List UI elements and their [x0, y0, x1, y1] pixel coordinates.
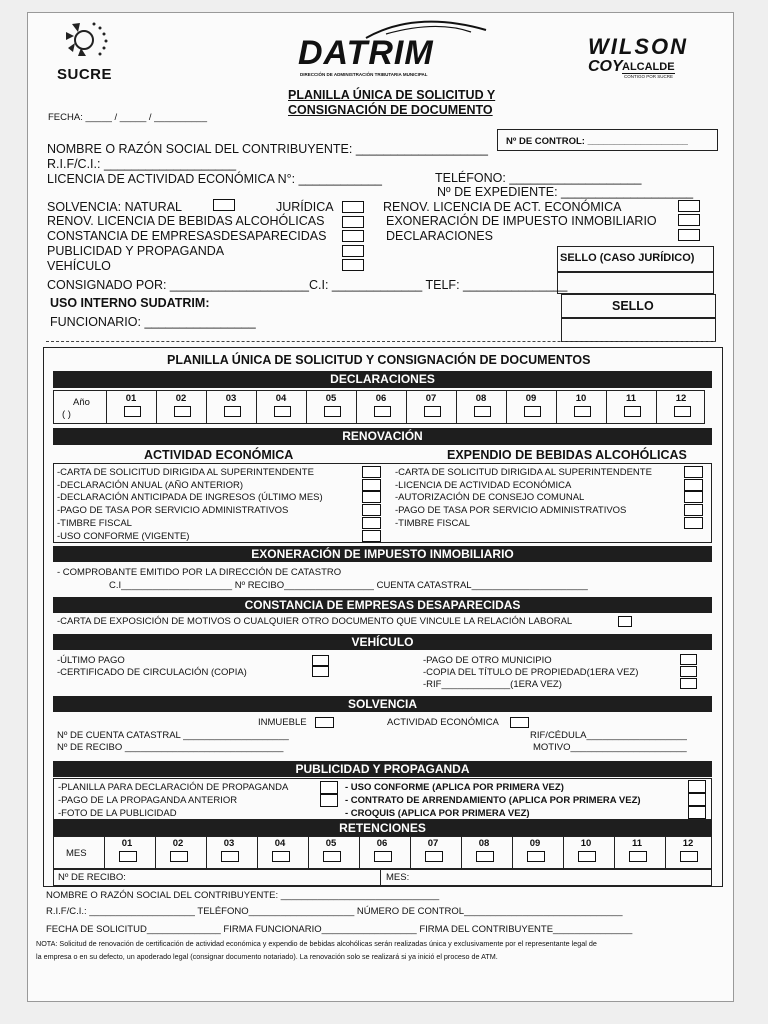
renovacion-bebidas-checkbox[interactable]	[684, 517, 703, 529]
anio-label: Año	[73, 397, 90, 408]
declaraciones-month-label: 09	[525, 393, 537, 404]
retenciones-month-checkbox[interactable]	[680, 851, 698, 862]
declaraciones-divider	[356, 390, 357, 424]
retenciones-month-label: 09	[529, 838, 541, 849]
funcionario-field[interactable]: FUNCIONARIO: ________________	[50, 315, 256, 329]
renovacion-actividad-item: -DECLARACIÓN ANTICIPADA DE INGRESOS (ÚLTIMO MES)	[57, 492, 323, 504]
declaraciones-month-label: 08	[475, 393, 487, 404]
declaraciones-label: DECLARACIONES	[386, 229, 493, 243]
vehiculo-checkbox[interactable]	[342, 259, 364, 271]
licencia-field[interactable]: LICENCIA DE ACTIVIDAD ECONÓMICA N°: ____________	[47, 172, 382, 186]
declaraciones-month-checkbox[interactable]	[124, 406, 141, 417]
publicidad-right-item-2: - CONTRATO DE ARRENDAMIENTO (APLICA POR PRIMERA VEZ)	[345, 795, 641, 806]
publicidad-left-item-3: -FOTO DE LA PUBLICIDAD	[58, 808, 177, 819]
vehiculo-left-checkbox-2[interactable]	[312, 666, 329, 677]
retenciones-recibo-row	[53, 869, 712, 886]
declaraciones-month-checkbox[interactable]	[474, 406, 491, 417]
declaraciones-month-checkbox[interactable]	[324, 406, 341, 417]
renovacion-actividad-item: -DECLARACIÓN ANUAL (AÑO ANTERIOR)	[57, 479, 243, 491]
renovacion-actividad-item: -PAGO DE TASA POR SERVICIO ADMINISTRATIVOS	[57, 505, 289, 517]
renovacion-actividad-item: -USO CONFORME (VIGENTE)	[57, 530, 190, 542]
renovacion-bebidas-item: -PAGO DE TASA POR SERVICIO ADMINISTRATIVOS	[395, 505, 627, 517]
declaraciones-month-checkbox[interactable]	[574, 406, 591, 417]
sucre-sun-logo-icon	[60, 18, 120, 66]
renovacion-actividad-checkbox[interactable]	[362, 491, 381, 503]
sello-label: SELLO	[612, 299, 654, 313]
footer-note-line1: NOTA: Solicitud de renovación de certificación de actividad económica y expendio de bebidas alcohólicas serán realizadas única y exclusivamente por el representante legal de	[36, 939, 597, 948]
retenciones-divider	[308, 836, 309, 869]
actividad-economica-label: ACTIVIDAD ECONÓMICA	[387, 717, 499, 728]
inmueble-checkbox[interactable]	[315, 717, 334, 728]
retenciones-divider	[206, 836, 207, 869]
sucre-logo-text: SUCRE	[57, 66, 113, 83]
retenciones-month-checkbox[interactable]	[527, 851, 545, 862]
declaraciones-month-checkbox[interactable]	[524, 406, 541, 417]
declaraciones-divider	[606, 390, 607, 424]
vehiculo-right-checkbox-1[interactable]	[680, 654, 697, 665]
solvencia-bar: SOLVENCIA	[53, 696, 712, 712]
declaraciones-checkbox[interactable]	[678, 229, 700, 241]
vehiculo-right-item-2: -COPIA DEL TÍTULO DE PROPIEDAD(1ERA VEZ)	[423, 667, 639, 678]
declaraciones-month-checkbox[interactable]	[174, 406, 191, 417]
retenciones-divider	[665, 836, 666, 869]
juridica-label: JURÍDICA	[276, 200, 334, 214]
retenciones-month-label: 07	[427, 838, 439, 849]
rif-cedula-field[interactable]: RIF/CÉDULA___________________	[530, 730, 687, 741]
retenciones-mes-field[interactable]: MES:	[386, 872, 410, 883]
retenciones-divider	[257, 836, 258, 869]
inmueble-label: INMUEBLE	[258, 717, 307, 728]
telefono-field[interactable]: TELÉFONO: ___________________	[435, 171, 642, 185]
renovacion-actividad-checkbox[interactable]	[362, 517, 381, 529]
declaraciones-month-checkbox[interactable]	[224, 406, 241, 417]
retenciones-divider	[512, 836, 513, 869]
constancia-item-checkbox[interactable]	[618, 616, 632, 627]
renovacion-actividad-checkbox[interactable]	[362, 504, 381, 516]
retenciones-month-checkbox[interactable]	[374, 851, 392, 862]
retenciones-month-label: 10	[580, 838, 592, 849]
renovacion-bebidas-item: -TIMBRE FISCAL	[395, 517, 470, 529]
exoneracion-line2[interactable]: C.I_____________________ Nº RECIBO_________________ CUENTA CATASTRAL______________________	[109, 580, 588, 591]
publicidad-right-checkbox-1[interactable]	[688, 780, 706, 793]
datrim-subtitle: DIRECCIÓN DE ADMINISTRACIÓN TRIBUTARIA MUNICIPAL	[300, 72, 428, 77]
retenciones-recibo-divider	[380, 869, 381, 886]
publicidad-label: PUBLICIDAD Y PROPAGANDA	[47, 244, 225, 258]
fecha-field[interactable]: FECHA: _____ / _____ / __________	[48, 112, 207, 123]
declaraciones-divider	[556, 390, 557, 424]
solvencia-natural-checkbox[interactable]	[213, 199, 235, 211]
datrim-logo-text: DATRIM	[298, 34, 434, 72]
retenciones-month-checkbox[interactable]	[578, 851, 596, 862]
declaraciones-divider	[506, 390, 507, 424]
constancia-label: CONSTANCIA DE EMPRESASDESAPARECIDAS	[47, 229, 327, 243]
declaraciones-divider	[106, 390, 107, 424]
exoneracion-checkbox[interactable]	[678, 214, 700, 226]
renov-bebidas-checkbox[interactable]	[342, 216, 364, 228]
retenciones-month-checkbox[interactable]	[323, 851, 341, 862]
sello-juridico-label: SELLO (CASO JURÍDICO)	[560, 252, 695, 264]
retenciones-recibo-field[interactable]: Nº DE RECIBO:	[58, 872, 126, 883]
retenciones-bar: RETENCIONES	[53, 820, 712, 836]
declaraciones-divider	[406, 390, 407, 424]
footer-rif-field[interactable]: R.I.F/C.I.: ____________________ TELÉFONO____________________ NÚMERO DE CONTROL______________________________	[46, 906, 623, 917]
solvencia-natural-label: SOLVENCIA: NATURAL	[47, 200, 182, 214]
declaraciones-month-label: 04	[275, 393, 287, 404]
declaraciones-divider	[306, 390, 307, 424]
exoneracion-bar: EXONERACIÓN DE IMPUESTO INMOBILIARIO	[53, 546, 712, 562]
publicidad-left-checkbox-1[interactable]	[320, 781, 338, 794]
renovacion-bebidas-checkbox[interactable]	[684, 504, 703, 516]
retenciones-month-checkbox[interactable]	[476, 851, 494, 862]
retenciones-month-checkbox[interactable]	[629, 851, 647, 862]
retenciones-month-label: 03	[223, 838, 235, 849]
retenciones-month-label: 04	[274, 838, 286, 849]
renovacion-actividad-item: -CARTA DE SOLICITUD DIRIGIDA AL SUPERINTENDENTE	[57, 467, 314, 478]
renovacion-bebidas-checkbox[interactable]	[684, 479, 703, 491]
declaraciones-month-checkbox[interactable]	[674, 406, 691, 417]
renovacion-bebidas-item: -AUTORIZACIÓN DE CONSEJO COMUNAL	[395, 492, 585, 504]
publicidad-right-checkbox-2[interactable]	[688, 793, 706, 806]
declaraciones-divider	[256, 390, 257, 424]
vehiculo-right-item-1: -PAGO DE OTRO MUNICIPIO	[423, 655, 552, 666]
retenciones-month-label: 05	[325, 838, 337, 849]
retenciones-divider	[410, 836, 411, 869]
publicidad-right-item-3: - CROQUIS (APLICA POR PRIMERA VEZ)	[345, 808, 530, 819]
renovacion-bebidas-checkbox[interactable]	[684, 491, 703, 503]
footer-fecha-field[interactable]: FECHA DE SOLICITUD______________ FIRMA FUNCIONARIO__________________ FIRMA DEL CONTRIBUYENTE_______________	[46, 924, 633, 935]
retenciones-month-checkbox[interactable]	[170, 851, 188, 862]
retenciones-mes-label: MES	[66, 848, 87, 859]
declaraciones-month-label: 07	[425, 393, 437, 404]
coy-logo-text: COY	[588, 58, 623, 75]
publicidad-right-checkbox-3[interactable]	[688, 806, 706, 819]
footer-note-line2: la empresa o en su defecto, un apoderado legal (consignar documento notariado). La renovación solo se realizará si ya inició el proceso de ATM.	[36, 952, 498, 961]
declaraciones-divider	[456, 390, 457, 424]
nombre-field[interactable]: NOMBRE O RAZÓN SOCIAL DEL CONTRIBUYENTE: ___________________	[47, 142, 488, 156]
vehiculo-label: VEHÍCULO	[47, 259, 111, 273]
declaraciones-month-checkbox[interactable]	[274, 406, 291, 417]
exoneracion-line1: - COMPROBANTE EMITIDO POR LA DIRECCIÓN DE CATASTRO	[57, 567, 342, 578]
wilson-logo-text: WILSON	[588, 34, 688, 59]
recibo-field[interactable]: Nº DE RECIBO ______________________________	[57, 742, 284, 753]
declaraciones-month-label: 05	[325, 393, 337, 404]
declaraciones-month-label: 10	[575, 393, 587, 404]
actividad-economica-heading: ACTIVIDAD ECONÓMICA	[144, 448, 294, 462]
declaraciones-month-checkbox[interactable]	[624, 406, 641, 417]
declaraciones-month-label: 01	[125, 393, 137, 404]
vehiculo-right-checkbox-2[interactable]	[680, 666, 697, 677]
uso-interno-label: USO INTERNO SUDATRIM:	[50, 296, 210, 310]
vehiculo-right-item-3[interactable]: -RIF_____________(1ERA VEZ)	[423, 679, 562, 690]
actividad-economica-checkbox[interactable]	[510, 717, 529, 728]
declaraciones-month-label: 06	[375, 393, 387, 404]
renovacion-bebidas-checkbox[interactable]	[684, 466, 703, 478]
vehiculo-left-checkbox-1[interactable]	[312, 655, 329, 666]
vehiculo-left-item-1: -ÚLTIMO PAGO	[57, 655, 125, 666]
inner-title: PLANILLA ÚNICA DE SOLICITUD Y CONSIGNACIÓN DE DOCUMENTOS	[167, 353, 591, 367]
rif-field[interactable]: R.I.F/C.I.: ___________________	[47, 157, 237, 171]
declaraciones-month-label: 02	[175, 393, 187, 404]
declaraciones-divider	[656, 390, 657, 424]
expendio-bebidas-heading: EXPENDIO DE BEBIDAS ALCOHÓLICAS	[447, 448, 687, 462]
declaraciones-month-label: 12	[675, 393, 687, 404]
retenciones-month-label: 01	[121, 838, 133, 849]
declaraciones-divider	[156, 390, 157, 424]
retenciones-month-checkbox[interactable]	[425, 851, 443, 862]
declaraciones-month-label: 11	[625, 393, 637, 404]
retenciones-divider	[563, 836, 564, 869]
declaraciones-divider	[206, 390, 207, 424]
exoneracion-label: EXONERACIÓN DE IMPUESTO INMOBILIARIO	[386, 214, 657, 228]
anio-field[interactable]: ( )	[62, 409, 71, 420]
retenciones-month-checkbox[interactable]	[272, 851, 290, 862]
vehiculo-right-checkbox-3[interactable]	[680, 678, 697, 689]
juridica-checkbox[interactable]	[342, 201, 364, 213]
control-field[interactable]: Nº DE CONTROL: ___________________	[506, 136, 688, 147]
form-title-line1: PLANILLA ÚNICA DE SOLICITUD Y	[288, 88, 496, 102]
constancia-bar: CONSTANCIA DE EMPRESAS DESAPARECIDAS	[53, 597, 712, 613]
publicidad-left-item-2: -PAGO DE LA PROPAGANDA ANTERIOR	[58, 795, 238, 806]
constancia-line: -CARTA DE EXPOSICIÓN DE MOTIVOS O CUALQUIER OTRO DOCUMENTO QUE VINCULE LA RELACIÓN LABORAL	[57, 616, 573, 627]
cut-line-divider	[46, 341, 716, 342]
alcalde-tagline: CONTIGO POR SUCRE	[624, 74, 674, 79]
retenciones-month-label: 12	[682, 838, 694, 849]
retenciones-month-checkbox[interactable]	[221, 851, 239, 862]
vehiculo-left-item-2: -CERTIFICADO DE CIRCULACIÓN (COPIA)	[57, 667, 247, 678]
retenciones-month-label: 08	[478, 838, 490, 849]
renovacion-actividad-checkbox[interactable]	[362, 479, 381, 491]
renovacion-actividad-checkbox[interactable]	[362, 466, 381, 478]
renov-act-label: RENOV. LICENCIA DE ACT. ECONÓMICA	[383, 200, 622, 214]
alcalde-label: ALCALDE	[622, 61, 675, 73]
retenciones-divider	[359, 836, 360, 869]
publicidad-right-item-1: - USO CONFORME (APLICA POR PRIMERA VEZ)	[345, 782, 564, 793]
retenciones-divider	[614, 836, 615, 869]
footer-nombre-field[interactable]: NOMBRE O RAZÓN SOCIAL DEL CONTRIBUYENTE: ______________________________	[46, 890, 440, 901]
declaraciones-month-checkbox[interactable]	[424, 406, 441, 417]
renovacion-bar: RENOVACIÓN	[53, 428, 712, 445]
retenciones-month-label: 02	[172, 838, 184, 849]
renov-bebidas-label: RENOV. LICENCIA DE BEBIDAS ALCOHÓLICAS	[47, 214, 325, 228]
form-title-line2: CONSIGNACIÓN DE DOCUMENTO	[288, 103, 493, 117]
sello-juridico-stamp-area[interactable]	[557, 272, 714, 294]
expediente-field[interactable]: Nº DE EXPEDIENTE: ___________________	[437, 185, 694, 199]
renov-act-checkbox[interactable]	[678, 200, 700, 212]
cuenta-catastral-field[interactable]: Nº DE CUENTA CATASTRAL ____________________	[57, 730, 289, 741]
publicidad-checkbox[interactable]	[342, 245, 364, 257]
constancia-checkbox[interactable]	[342, 230, 364, 242]
vehiculo-bar: VEHÍCULO	[53, 634, 712, 650]
consignado-field[interactable]: CONSIGNADO POR: ____________________C.I: _____________ TELF: _______________	[47, 278, 568, 292]
publicidad-left-checkbox-2[interactable]	[320, 794, 338, 807]
retenciones-month-checkbox[interactable]	[119, 851, 137, 862]
retenciones-divider	[155, 836, 156, 869]
retenciones-month-label: 11	[631, 838, 643, 849]
renovacion-bebidas-item: -LICENCIA DE ACTIVIDAD ECONÓMICA	[395, 479, 572, 491]
motivo-field[interactable]: MOTIVO______________________	[533, 742, 687, 753]
renovacion-actividad-checkbox[interactable]	[362, 530, 381, 542]
publicidad-left-item-1: -PLANILLA PARA DECLARACIÓN DE PROPAGANDA	[58, 782, 289, 793]
retenciones-divider	[461, 836, 462, 869]
retenciones-divider	[104, 836, 105, 869]
declaraciones-month-label: 03	[225, 393, 237, 404]
sello-stamp-area[interactable]	[561, 318, 716, 342]
declaraciones-month-checkbox[interactable]	[374, 406, 391, 417]
publicidad-bar: PUBLICIDAD Y PROPAGANDA	[53, 761, 712, 777]
renovacion-actividad-item: -TIMBRE FISCAL	[57, 517, 132, 529]
retenciones-month-label: 06	[376, 838, 388, 849]
declaraciones-bar: DECLARACIONES	[53, 371, 712, 388]
renovacion-bebidas-item: -CARTA DE SOLICITUD DIRIGIDA AL SUPERINTENDENTE	[395, 467, 652, 478]
